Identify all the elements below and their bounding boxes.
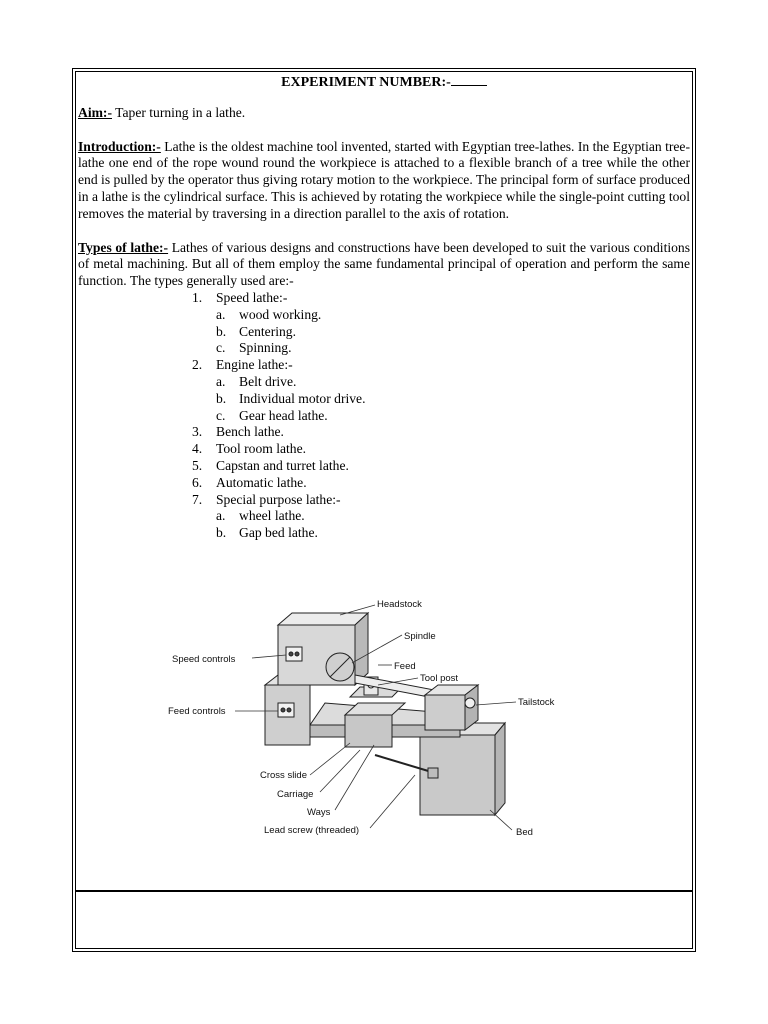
page-title bbox=[78, 73, 690, 92]
headstock-side bbox=[355, 613, 368, 685]
list-item: 6. Automatic lathe. bbox=[192, 474, 307, 490]
label-cross-slide: Cross slide bbox=[260, 770, 307, 781]
label-carriage: Carriage bbox=[277, 789, 314, 800]
speed-controls-panel bbox=[286, 647, 302, 661]
lathe-types-list bbox=[78, 290, 690, 542]
label-spindle: Spindle bbox=[404, 631, 436, 642]
leader-lead-screw bbox=[370, 775, 415, 828]
label-lead-screw: Lead screw (threaded) bbox=[264, 825, 360, 836]
list-item: 3. Bench lathe. bbox=[192, 424, 284, 440]
experiment-number-heading: EXPERIMENT NUMBER:- bbox=[281, 75, 451, 90]
sub-list-item: a. wheel lathe. bbox=[216, 508, 305, 524]
introduction-paragraph bbox=[78, 139, 690, 223]
list-item: 2. Engine lathe:- bbox=[192, 357, 293, 373]
sub-list-item: b. Individual motor drive. bbox=[216, 390, 366, 406]
introduction-text: Lathe is the oldest machine tool invented, started with Egyptian tree-lathes. In the Egyptian tree-lathe one end of the rope wound round the workpiece is attached to a flexible branch of a tree while the other end is pulled by the operator thus giving rotary motion to the workpiece. The principal form of surface produced in a lathe is the cylindrical surface. This is achieved by rotating the workpiece while the single-point cutting tool removes the material by traversing in a direction parallel to the axis of rotation. bbox=[78, 138, 690, 221]
sub-list-item: b. Gap bed lathe. bbox=[216, 525, 318, 541]
label-tailstock: Tailstock bbox=[518, 697, 555, 708]
tailstock-wheel bbox=[465, 698, 475, 708]
leader-ways bbox=[335, 745, 374, 810]
list-item: 5. Capstan and turret lathe. bbox=[192, 457, 349, 473]
sub-list-item: a. Belt drive. bbox=[216, 373, 297, 389]
lead-screw-end bbox=[428, 768, 438, 778]
leader-carriage bbox=[320, 750, 360, 792]
feed-knob bbox=[281, 708, 285, 712]
sub-list-item: c. Spinning. bbox=[216, 340, 292, 356]
label-bed: Bed bbox=[516, 827, 533, 838]
label-feed: Feed bbox=[394, 661, 416, 672]
feed-controls-panel bbox=[278, 703, 294, 717]
leader-cross-slide bbox=[310, 743, 350, 775]
aim-label: Aim:- bbox=[78, 104, 112, 120]
types-text: Lathes of various designs and constructions have been developed to suit the various conditions of metal machining. But all of them employ the same fundamental principal of operation and perform the same function. The types generally used are:- bbox=[78, 239, 691, 289]
speed-knob bbox=[295, 652, 299, 656]
lathe-diagram bbox=[160, 585, 555, 845]
leader-bed bbox=[490, 810, 512, 830]
lathe-diagram-svg bbox=[160, 585, 555, 845]
sub-list-item: a. wood working. bbox=[216, 306, 322, 322]
list-item: 7. Special purpose lathe:- bbox=[192, 491, 341, 507]
speed-knob bbox=[289, 652, 293, 656]
types-paragraph bbox=[78, 240, 690, 290]
experiment-number-blank bbox=[451, 73, 487, 86]
label-feed-controls: Feed controls bbox=[168, 706, 226, 717]
sub-list-item: b. Centering. bbox=[216, 323, 297, 339]
document-body bbox=[78, 73, 690, 542]
aim-text: Taper turning in a lathe. bbox=[111, 104, 246, 120]
feed-knob bbox=[287, 708, 291, 712]
label-ways: Ways bbox=[307, 807, 331, 818]
carriage-front bbox=[345, 715, 392, 747]
aim-paragraph bbox=[78, 105, 690, 122]
list-item: 1. Speed lathe:- bbox=[192, 289, 288, 305]
label-headstock: Headstock bbox=[377, 599, 422, 610]
types-label: Types of lathe:- bbox=[78, 239, 169, 255]
headstock-top bbox=[278, 613, 368, 625]
tailstock-front bbox=[425, 695, 465, 730]
label-speed-controls: Speed controls bbox=[172, 654, 236, 665]
introduction-label: Introduction:- bbox=[78, 138, 161, 154]
sub-list-item: c. Gear head lathe. bbox=[216, 407, 328, 423]
footer-divider bbox=[75, 890, 693, 892]
leader-tailstock bbox=[476, 702, 516, 705]
list-item: 4. Tool room lathe. bbox=[192, 441, 307, 457]
bed-side bbox=[495, 723, 505, 815]
label-tool-post: Tool post bbox=[420, 673, 459, 684]
